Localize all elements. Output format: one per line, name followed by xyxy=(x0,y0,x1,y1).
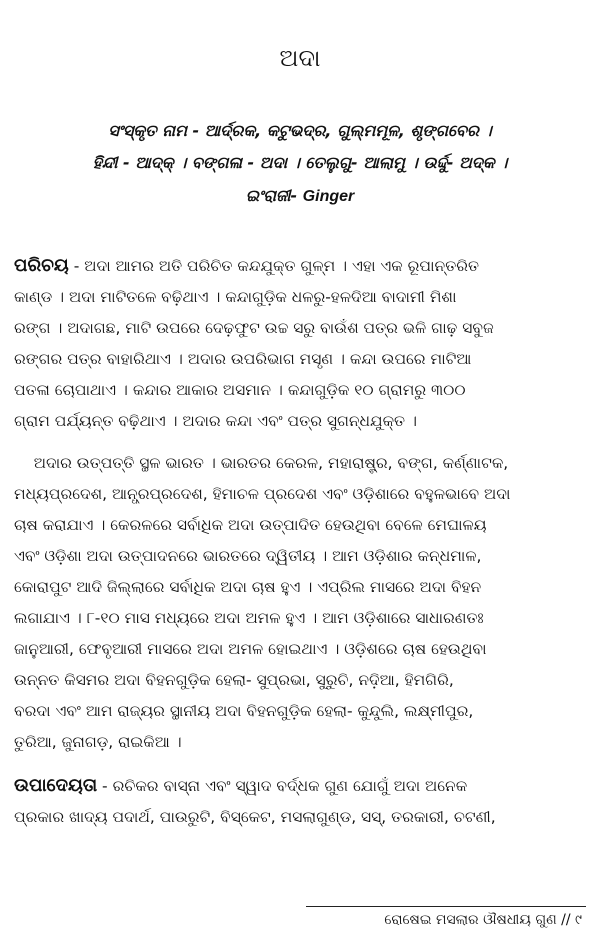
usefulness-heading: ଉପାଦେୟତା xyxy=(14,775,98,796)
usefulness-line xyxy=(14,773,584,799)
usefulness-line-text: - ରଚିକର ବାସ୍ନା ଏବଂ ସ୍ୱାଦ ବର୍ଦ୍ଧକ ଗୁଣ ଯୋଗୁଁ ଅଦା ଅନେକ xyxy=(97,777,468,795)
origin-line: ଲଗାଯାଏ । ୮-୧୦ ମାସ ମଧ୍ୟରେ ଅଦା ଅମଳ ହୁଏ । ଆମ ଓଡ଼ିଶାରେ ସାଧାରଣତଃ xyxy=(14,609,484,627)
footer-divider xyxy=(306,906,586,907)
usefulness-line: ପ୍ରକାର ଖାଦ୍ୟ ପଦାର୍ଥ, ପାଉରୁଟି, ବିସ୍କେଟ, ମସଲାଗୁଣ୍ଡ, ସସ୍, ତରକାରୀ, ଚଟଣୀ, xyxy=(14,808,496,826)
origin-line: ଉନ୍ନତ କିସମର ଅଦା ବିହନଗୁଡ଼ିକ ହେଲା- ସୁପ୍ରଭା, ସୁରୁଚି, ନଦ଼ିଆ, ହିମଗିରି, xyxy=(14,671,454,689)
english-name-line xyxy=(0,185,600,208)
sanskrit-names-line: ସଂସ୍କୃତ ନାମ - ଆର୍ଦ୍ରକ, କଟୁଭଦ୍ର, ଗୁଲ୍ମମୂଳ, ଶୃଙ୍ଗବେର । xyxy=(108,121,492,140)
language-names-line: ହିନ୍ଦୀ - ଆଦ୍‌କ୍ । ବଙ୍ଗଳା - ଅଦା । ତେଲୁଗୁ- ଆଲାମୁ । ଉର୍ଦ୍ଦୁ- ଅଦ୍‌କ । xyxy=(92,153,508,172)
origin-line: ବରଦା ଏବଂ ଆମ ରାଜ୍ୟର ସ୍ଥାନୀୟ ଅଦା ବିହନଗୁଡ଼ିକ ହେଲା- କୁନ୍ଦୁଲି, ଲକ୍ଷ୍ମୀପୁର, xyxy=(14,702,474,720)
intro-heading: ପରିଚୟ xyxy=(14,255,69,276)
origin-line: ଅଦାର ଉତ୍ପତ୍ତି ସ୍ଥଳ ଭାରତ । ଭାରତର କେରଳ, ମହାରାଷ୍ଟ୍ର, ବଙ୍ଗ, କର୍ଣ୍ଣାଟକ, xyxy=(14,454,509,472)
intro-line: ପତଳା ଚୋପାଥାଏ । କନ୍ଦାର ଆକାର ଅସମାନ । କନ୍ଦାଗୁଡ଼ିକ ୧୦ ଗ୍ରାମରୁ ୩୦୦ xyxy=(14,381,466,399)
origin-line: ତୁରିଆ, ଜୁନାଗଡ଼, ରାଇକିଆ । xyxy=(14,733,182,751)
origin-line: ମଧ୍ୟପ୍ରଦେଶ, ଆନ୍ଧ୍ରପ୍ରଦେଶ, ହିମାଚଳ ପ୍ରଦେଶ ଏବଂ ଓଡ଼ିଶାରେ ବହୁଳଭାବେ ଅଦା xyxy=(14,485,511,503)
origin-line: ଏବଂ ଓଡ଼ିଶା ଅଦା ଉତ୍ପାଦନରେ ଭାରତରେ ଦ୍ୱିତୀୟ । ଆମ ଓଡ଼ିଶାର କନ୍ଧମାଳ, xyxy=(14,547,482,565)
page-title: ଅଦା xyxy=(279,44,321,72)
intro-line: ରଙ୍ଗ । ଅଦାଗଛ, ମାଟି ଉପରେ ଦେଢ଼ଫୁଟ ଉଚ୍ଚ ସରୁ ବାଉଁଶ ପତ୍ର ଭଳି ଗାଢ଼ ସବୁଜ xyxy=(14,319,494,337)
intro-line-text: - ଅଦା ଆମର ଅତି ପରିଚିତ କନ୍ଦଯୁକ୍ତ ଗୁଳ୍ମ । ଏହା ଏକ ରୂପାନ୍ତରିତ xyxy=(68,257,480,275)
origin-line: ଜାନୁଆରୀ, ଫେବୃଆରୀ ମାସରେ ଅଦା ଅମଳ ହୋଇଥାଏ । ଓଡ଼ିଶରେ ଚାଷ ହେଉଥିବା xyxy=(14,640,487,658)
intro-line: ଗ୍ରାମ ପର୍ଯ୍ୟନ୍ତ ବଢ଼ିଥାଏ । ଅଦାର କନ୍ଦା ଏବଂ ପତ୍ର ସୁଗନ୍ଧଯୁକ୍ତ । xyxy=(14,412,417,430)
intro-line: ରଙ୍ଗର ପତ୍ର ବାହାରିଥାଏ । ଅଦାର ଉପରିଭାଗ ମସୃଣ । କନ୍ଦା ଉପରେ ମାଟିଆ xyxy=(14,350,472,368)
english-name-prefix: ଇଂରାଜୀ- xyxy=(245,186,303,205)
english-name: Ginger xyxy=(302,188,355,205)
intro-line xyxy=(14,253,584,279)
origin-line: ଚାଷ କରାଯାଏ । କେରଳରେ ସର୍ବାଧିକ ଅଦା ଉତ୍ପାଦିତ ହେଉଥିବା ବେଳେ ମେଘାଳୟ xyxy=(14,516,487,534)
page-footer: ରୋଷେଇ ମସଲାର ଔଷଧୀୟ ଗୁଣ // ୯ xyxy=(384,912,582,928)
intro-line: କାଣ୍ଡ । ଅଦା ମାଟିତଳେ ବଢ଼ିଥାଏ । କନ୍ଦାଗୁଡ଼ିକ ଧଳରୁ-ହଳଦିଆ ବାଦାମୀ ମିଶା xyxy=(14,288,457,306)
origin-line: କୋରାପୁଟ ଆଦି ଜିଲ୍ଲାରେ ସର୍ବାଧିକ ଅଦା ଚାଷ ହୁଏ । ଏପ୍ରିଲ ମାସରେ ଅଦା ବିହନ xyxy=(14,578,482,596)
